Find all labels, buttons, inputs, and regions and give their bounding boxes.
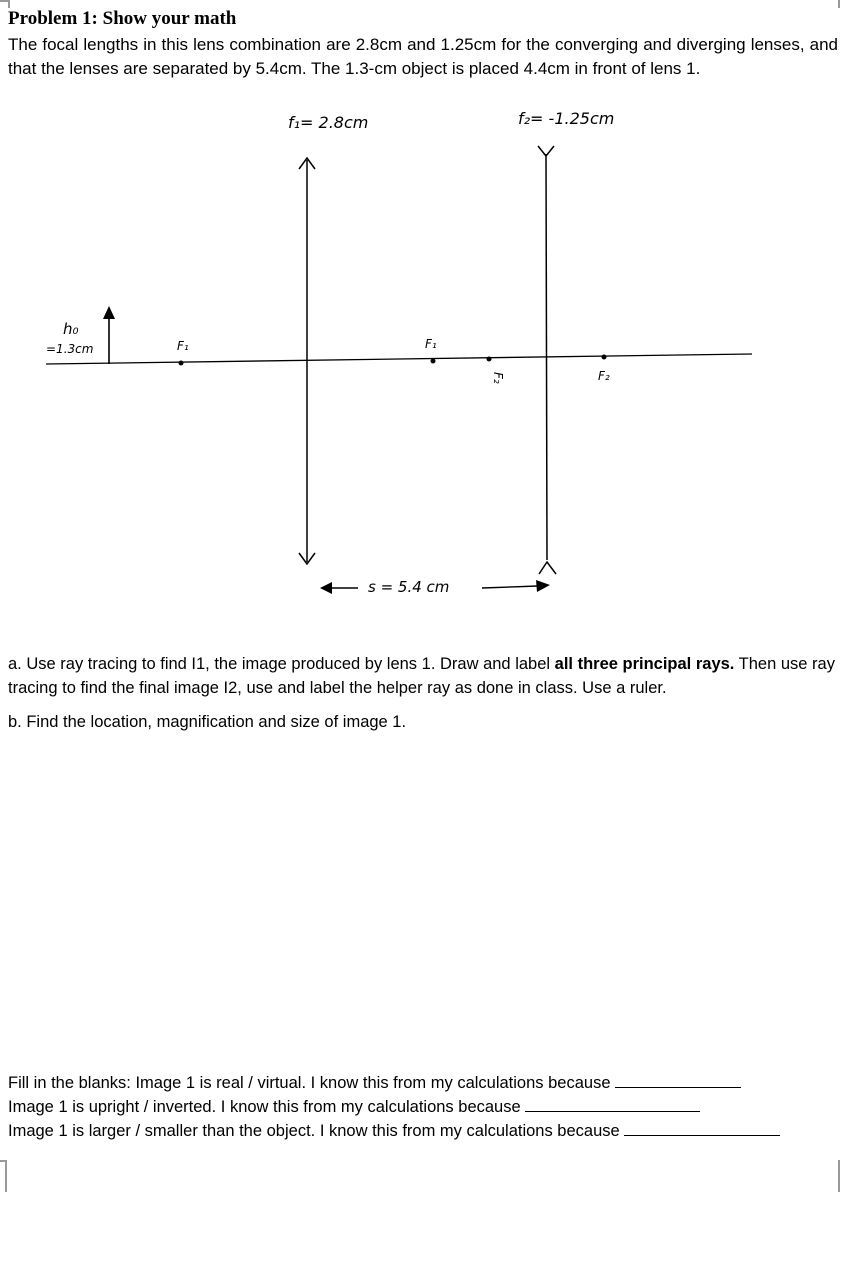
lens-2-bottom-fork-icon (539, 562, 556, 574)
blank-line-1: Fill in the blanks: Image 1 is real / virtual. I know this from my calculations because (8, 1071, 842, 1095)
answer-blank-3[interactable] (624, 1119, 780, 1136)
fill-in-blanks (8, 1071, 842, 1143)
corner-mark-top-left-v (8, 0, 10, 8)
answer-blank-1[interactable] (615, 1071, 741, 1088)
corner-mark-top-right (838, 0, 840, 8)
separation-right-line (482, 586, 538, 588)
question-b: b. Find the location, magnification and size of image 1. (8, 713, 407, 731)
object-height-label: h₀ (63, 320, 79, 338)
f2-left-label: F₂ (491, 372, 505, 384)
separation-label: s = 5.4 cm (368, 578, 450, 596)
blank-line-3: Image 1 is larger / smaller than the object. I know this from my calculations because (8, 1119, 842, 1143)
optical-axis (46, 354, 752, 364)
object-arrow-head-icon (103, 306, 115, 319)
corner-mark-bottom-right (838, 1160, 840, 1192)
object-height-value: =1.3cm (46, 342, 94, 356)
blank-line-2: Image 1 is upright / inverted. I know this from my calculations because (8, 1095, 842, 1119)
focal-point-f2-right (602, 355, 607, 360)
separation-right-arrow-icon (536, 580, 550, 592)
focal-point-f1-right (431, 359, 436, 364)
intro-paragraph: The focal lengths in this lens combination are 2.8cm and 1.25cm for the converging and diverging lenses, and that the lenses are separated by 5.4cm. The 1.3-cm object is placed 4.4cm in front of lens 1. (8, 35, 838, 78)
lens-1-focal-label: f₁= 2.8cm (288, 113, 369, 132)
answer-blank-2[interactable] (525, 1095, 700, 1112)
f2-right-label: F₂ (598, 369, 610, 383)
lens-2-focal-label: f₂= -1.25cm (518, 109, 615, 128)
focal-point-f1-left (179, 361, 184, 366)
lens-2 (546, 154, 547, 560)
page-title: Problem 1: Show your math (8, 8, 237, 29)
corner-mark-bottom-left-v (5, 1160, 7, 1192)
f1-right-label: F₁ (425, 337, 437, 351)
lens-diagram (0, 90, 844, 610)
focal-point-f2-left (487, 357, 492, 362)
f1-left-label: F₁ (177, 339, 189, 353)
question-a: a. Use ray tracing to find I1, the image produced by lens 1. Draw and label all three principal rays. Then use ray tracing to find the final image I2, use and label the helper ray as done in class. Use a ruler. (8, 655, 835, 697)
